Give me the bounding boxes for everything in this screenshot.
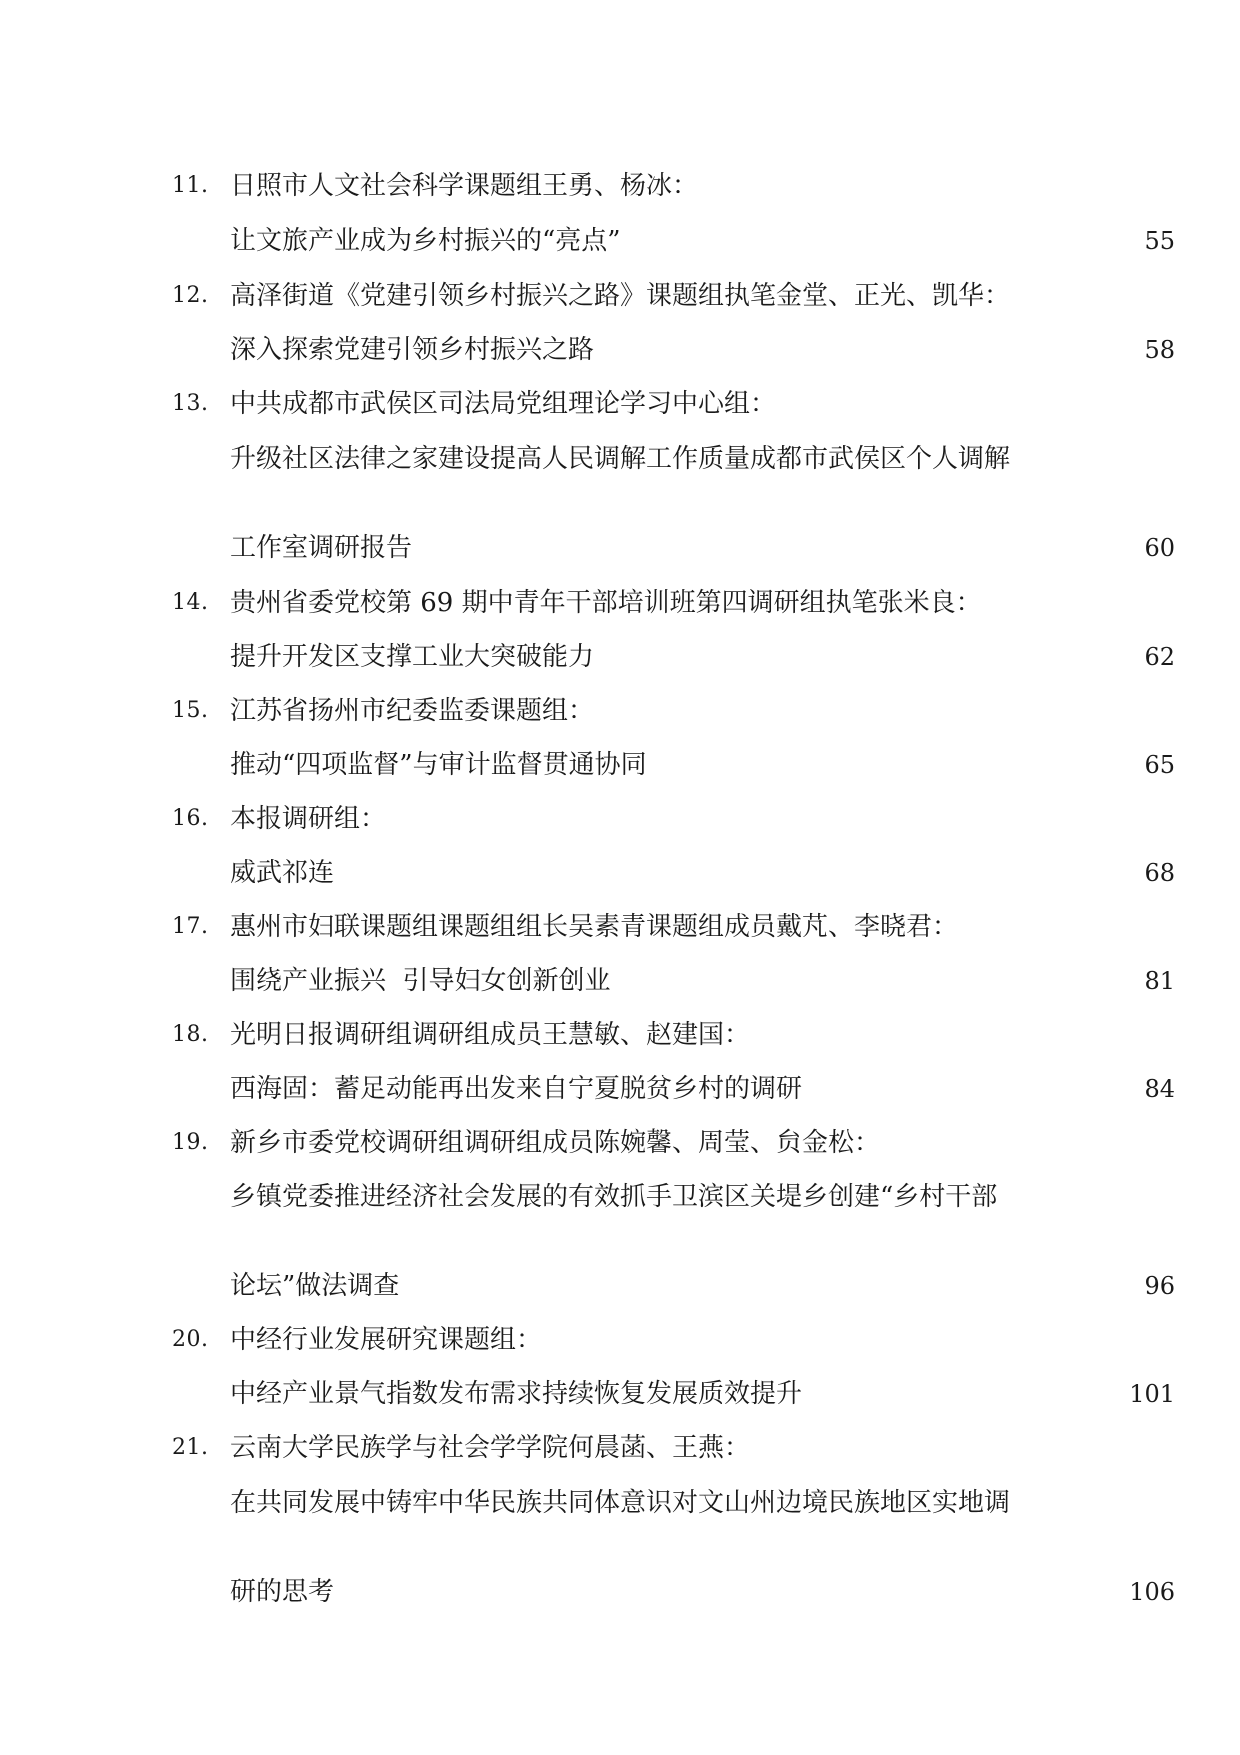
entry-number: 15. — [172, 698, 209, 723]
entry-page-number: 55 — [1144, 227, 1175, 255]
toc-entry-title-line — [0, 1266, 1240, 1306]
entry-title-continued: 研的思考 — [230, 1577, 335, 1607]
toc-entry-title-line — [0, 853, 1240, 893]
entry-number: 11. — [172, 173, 209, 198]
toc-entry-title-line — [0, 961, 1240, 1001]
entry-page-number: 84 — [1144, 1075, 1175, 1103]
entry-author: 江苏省扬州市纪委监委课题组： — [230, 696, 595, 726]
toc-entry-author-line — [0, 1428, 1240, 1468]
entry-title: 推动“四项监督”与审计监督贯通协同 — [230, 750, 647, 780]
entry-author: 高泽街道《党建引领乡村振兴之路》课题组执笔金堂、正光、凯华： — [230, 281, 1011, 311]
entry-number: 14. — [172, 590, 209, 615]
entry-number: 20. — [172, 1327, 209, 1352]
entry-page-number: 106 — [1129, 1578, 1175, 1606]
entry-author: 新乡市委党校调研组调研组成员陈婉馨、周莹、贠金松： — [230, 1128, 881, 1158]
toc-entry-author-line — [0, 1123, 1240, 1163]
toc-entry-author-line — [0, 384, 1240, 424]
toc-entry-title-line — [0, 1572, 1240, 1612]
entry-page-number: 81 — [1144, 967, 1175, 995]
entry-title: 威武祁连 — [230, 858, 335, 888]
entry-page-number: 60 — [1144, 534, 1175, 562]
entry-title-continued: 论坛”做法调查 — [230, 1271, 400, 1301]
entry-page-number: 62 — [1144, 643, 1175, 671]
entry-title: 提升开发区支撑工业大突破能力 — [230, 642, 595, 672]
entry-page-number: 96 — [1144, 1272, 1175, 1300]
toc-entry-author-line — [0, 166, 1240, 206]
entry-author: 惠州市妇联课题组课题组组长吴素青课题组成员戴芃、李晓君： — [230, 912, 959, 942]
entry-title: 乡镇党委推进经济社会发展的有效抓手卫滨区关堤乡创建“乡村干部 — [230, 1182, 998, 1212]
entry-number: 13. — [172, 391, 209, 416]
entry-author: 云南大学民族学与社会学学院何晨菡、王燕： — [230, 1433, 751, 1463]
entry-page-number: 101 — [1129, 1380, 1175, 1408]
entry-title: 深入探索党建引领乡村振兴之路 — [230, 335, 595, 365]
toc-entry-title-line — [0, 1374, 1240, 1414]
entry-number: 19. — [172, 1130, 209, 1155]
toc-entry-author-line — [0, 583, 1240, 623]
toc-entry-title-line — [0, 1486, 1240, 1556]
entry-number: 12. — [172, 283, 209, 308]
toc-entry-author-line — [0, 799, 1240, 839]
entry-number: 17. — [172, 914, 209, 939]
toc-entry-author-line — [0, 691, 1240, 731]
toc-entry-title-line — [0, 1180, 1240, 1250]
entry-author: 本报调研组： — [230, 804, 387, 834]
entry-author: 贵州省委党校第 69 期中青年干部培训班第四调研组执笔张米良： — [230, 588, 982, 618]
entry-title: 西海固：蓄足动能再出发来自宁夏脱贫乡村的调研 — [230, 1074, 803, 1104]
entry-author: 光明日报调研组调研组成员王慧敏、赵建国： — [230, 1020, 751, 1050]
entry-author: 中经行业发展研究课题组： — [230, 1325, 543, 1355]
toc-entry-title-line — [0, 637, 1240, 677]
entry-title: 升级社区法律之家建设提高人民调解工作质量成都市武侯区个人调解 — [230, 444, 1011, 474]
entry-number: 18. — [172, 1022, 209, 1047]
toc-entry-author-line — [0, 1320, 1240, 1360]
toc-entry-title-line — [0, 330, 1240, 370]
entry-page-number: 58 — [1144, 336, 1175, 364]
entry-page-number: 68 — [1144, 859, 1175, 887]
entry-title: 中经产业景气指数发布需求持续恢复发展质效提升 — [230, 1379, 803, 1409]
toc-entry-author-line — [0, 907, 1240, 947]
entry-title: 让文旅产业成为乡村振兴的“亮点” — [230, 226, 621, 256]
entry-page-number: 65 — [1144, 751, 1175, 779]
toc-entry-title-line — [0, 442, 1240, 512]
entry-title: 在共同发展中铸牢中华民族共同体意识对文山州边境民族地区实地调 — [230, 1488, 1011, 1518]
entry-number: 16. — [172, 806, 209, 831]
entry-title: 围绕产业振兴 引导妇女创新创业 — [230, 966, 611, 996]
toc-entry-author-line — [0, 1015, 1240, 1055]
toc-entry-title-line — [0, 745, 1240, 785]
toc-entry-title-line — [0, 1069, 1240, 1109]
entry-title-continued: 工作室调研报告 — [230, 533, 413, 563]
entry-author: 中共成都市武侯区司法局党组理论学习中心组： — [230, 389, 777, 419]
toc-entry-title-line — [0, 528, 1240, 568]
entry-author: 日照市人文社会科学课题组王勇、杨冰： — [230, 171, 699, 201]
toc-entry-author-line — [0, 276, 1240, 316]
toc-entry-title-line — [0, 221, 1240, 261]
entry-number: 21. — [172, 1435, 209, 1460]
